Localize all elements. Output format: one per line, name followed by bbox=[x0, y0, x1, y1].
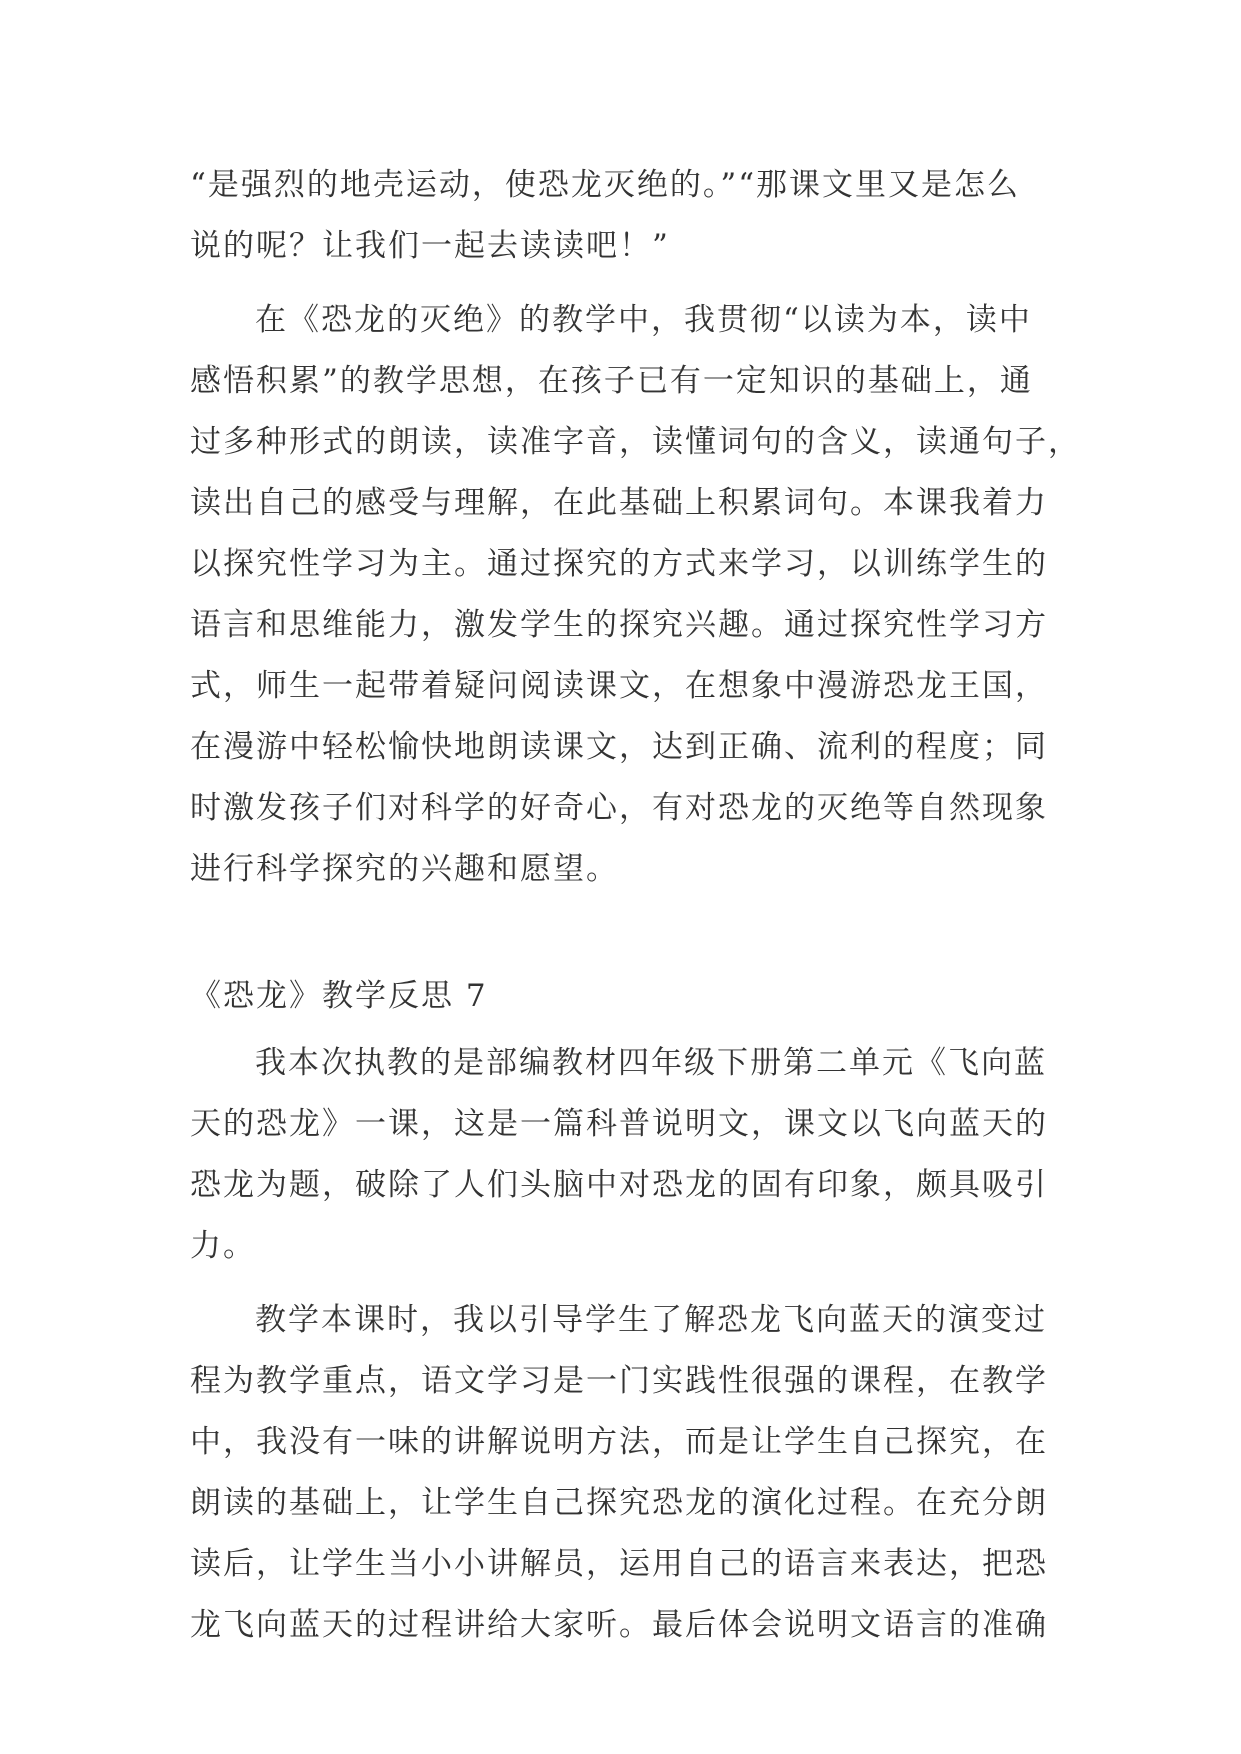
paragraph-line: 进行科学探究的兴趣和愿望。 bbox=[190, 851, 619, 887]
paragraph-line: 时激发孩子们对科学的好奇心，有对恐龙的灭绝等自然现象 bbox=[190, 790, 1048, 826]
paragraph-line: 过多种形式的朗读，读准字音，读懂词句的含义，读通句子， bbox=[190, 424, 1081, 460]
paragraph-line: 朗读的基础上，让学生自己探究恐龙的演化过程。在充分朗 bbox=[190, 1485, 1048, 1521]
paragraph-line: 恐龙为题，破除了人们头脑中对恐龙的固有印象，颇具吸引 bbox=[190, 1167, 1048, 1203]
paragraph-line: 在《恐龙的灭绝》的教学中，我贯彻“以读为本，读中 bbox=[255, 302, 1032, 338]
paragraph-line: 读出自己的感受与理解，在此基础上积累词句。本课我着力 bbox=[190, 485, 1048, 521]
paragraph-line: 以探究性学习为主。通过探究的方式来学习，以训练学生的 bbox=[190, 546, 1048, 582]
paragraph-line: 读后，让学生当小小讲解员，运用自己的语言来表达，把恐 bbox=[190, 1546, 1048, 1582]
paragraph-line: 语言和思维能力，激发学生的探究兴趣。通过探究性学习方 bbox=[190, 607, 1048, 643]
paragraph-line: 龙飞向蓝天的过程讲给大家听。最后体会说明文语言的准确 bbox=[190, 1607, 1048, 1643]
paragraph-line: 中，我没有一味的讲解说明方法，而是让学生自己探究，在 bbox=[190, 1424, 1048, 1460]
paragraph-line: 教学本课时，我以引导学生了解恐龙飞向蓝天的演变过 bbox=[255, 1302, 1047, 1338]
paragraph-line: 式，师生一起带着疑问阅读课文，在想象中漫游恐龙王国， bbox=[190, 668, 1048, 704]
paragraph-line: 程为教学重点，语文学习是一门实践性很强的课程，在教学 bbox=[190, 1363, 1048, 1399]
paragraph-line: 力。 bbox=[190, 1228, 256, 1264]
paragraph-line: 说的呢？让我们一起去读读吧！” bbox=[190, 228, 670, 264]
paragraph-line: 感悟积累”的教学思想，在孩子已有一定知识的基础上，通 bbox=[190, 363, 1033, 399]
section-title: 《恐龙》教学反思 7 bbox=[190, 978, 488, 1014]
paragraph-line: 天的恐龙》一课，这是一篇科普说明文，课文以飞向蓝天的 bbox=[190, 1106, 1048, 1142]
paragraph-line: 我本次执教的是部编教材四年级下册第二单元《飞向蓝 bbox=[255, 1045, 1047, 1081]
paragraph-line: “是强烈的地壳运动，使恐龙灭绝的。”“那课文里又是怎么 bbox=[190, 167, 1021, 203]
paragraph-line: 在漫游中轻松愉快地朗读课文，达到正确、流利的程度；同 bbox=[190, 729, 1048, 765]
